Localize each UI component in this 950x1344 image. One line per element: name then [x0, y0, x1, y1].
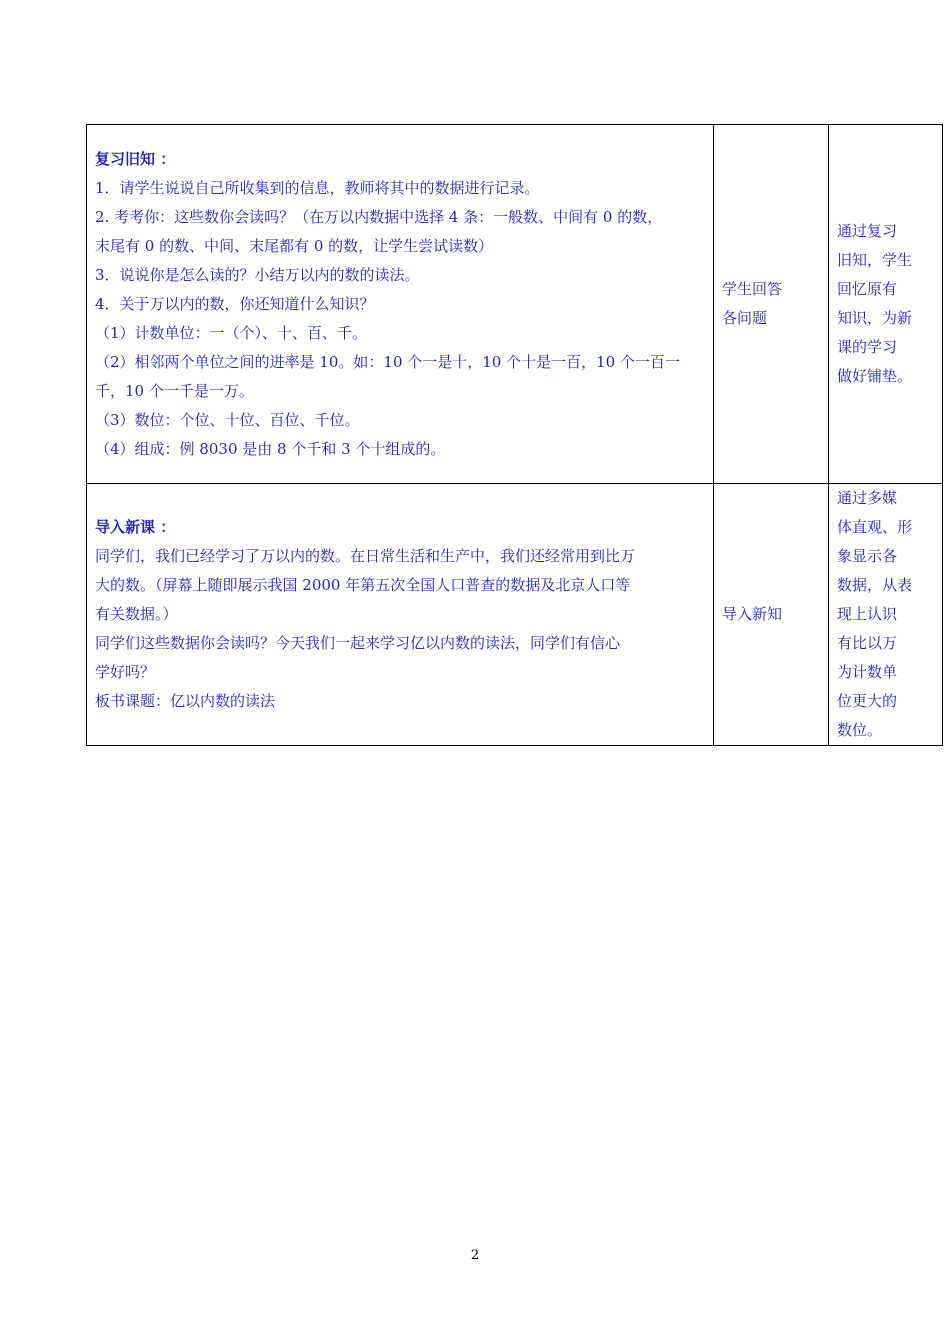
activity-line: 学生回答: [722, 280, 783, 298]
page-number: 2: [470, 1248, 480, 1263]
content-line: 有关数据。）: [95, 605, 178, 623]
intent-line: 做好铺垫。: [837, 367, 913, 385]
content-line: （2）相邻两个单位之间的进率是 10。如：10 个一是十，10 个十是一百，10 个一百一: [95, 352, 680, 371]
intent-line: 体直观、形: [837, 518, 913, 536]
content-line: 2. 考考你：这些数你会读吗？（在万以内数据中选择 4 条：一般数、中间有 0 的数，: [95, 207, 663, 226]
content-line: 板书课题：亿以内数的读法: [95, 692, 276, 710]
intent-line: 有比以万: [837, 634, 898, 652]
content-line: 同学们这些数据你会读吗？今天我们一起来学习亿以内数的读法，同学们有信心: [95, 634, 621, 652]
content-line: 同学们，我们已经学习了万以内的数。在日常生活和生产中，我们还经常用到比万: [95, 547, 636, 565]
content-line: 4．关于万以内的数，你还知道什么知识？: [95, 294, 375, 313]
content-cell: [87, 484, 714, 746]
activity-line: 导入新知: [722, 605, 783, 623]
intent-line: 知识，为新: [837, 309, 913, 327]
section-heading: 导入新课 ：: [95, 518, 176, 536]
content-line: （1）计数单位：一（个）、十、百、千。: [95, 323, 368, 342]
content-line: （3）数位：个位、十位、百位、千位。: [95, 410, 360, 429]
content-line: 大的数。（屏幕上随即展示我国 2000 年第五次全国人口普查的数据及北京人口等: [95, 576, 631, 594]
content-line: 末尾有 0 的数、中间、末尾都有 0 的数，让学生尝试读数）: [95, 236, 494, 255]
intent-line: 象显示各: [837, 547, 898, 565]
intent-line: 课的学习: [837, 338, 898, 356]
table-row: [87, 125, 943, 484]
content-line: 1．请学生说说自己所收集到的信息，教师将其中的数据进行记录。: [95, 178, 540, 197]
table-row: [87, 484, 943, 746]
intent-line: 位更大的: [837, 692, 898, 710]
content-line: （4）组成：例 8030 是由 8 个千和 3 个十组成的。: [95, 439, 446, 458]
activity-line: 各问题: [722, 309, 768, 327]
intent-line: 回忆原有: [837, 280, 898, 298]
activity-cell: [714, 125, 829, 484]
content-cell: [87, 125, 714, 484]
content-line: 学好吗？: [95, 663, 156, 681]
intent-line: 数位。: [837, 721, 883, 739]
intent-line: 通过多媒: [837, 489, 898, 507]
intent-line: 为计数单: [837, 663, 898, 681]
section-heading: 复习旧知 ：: [95, 149, 176, 168]
intent-line: 现上认识: [837, 605, 898, 623]
intent-line: 通过复习: [837, 222, 898, 240]
intent-line: 旧知，学生: [837, 251, 913, 269]
intent-line: 数据，从表: [837, 576, 913, 594]
content-line: 千，10 个一千是一万。: [95, 381, 254, 400]
intent-cell: [829, 484, 943, 746]
intent-cell: [829, 125, 943, 484]
lesson-plan-table: [86, 124, 943, 746]
content-line: 3．说说你是怎么读的？小结万以内的数的读法。: [95, 265, 420, 284]
activity-cell: [714, 484, 829, 746]
